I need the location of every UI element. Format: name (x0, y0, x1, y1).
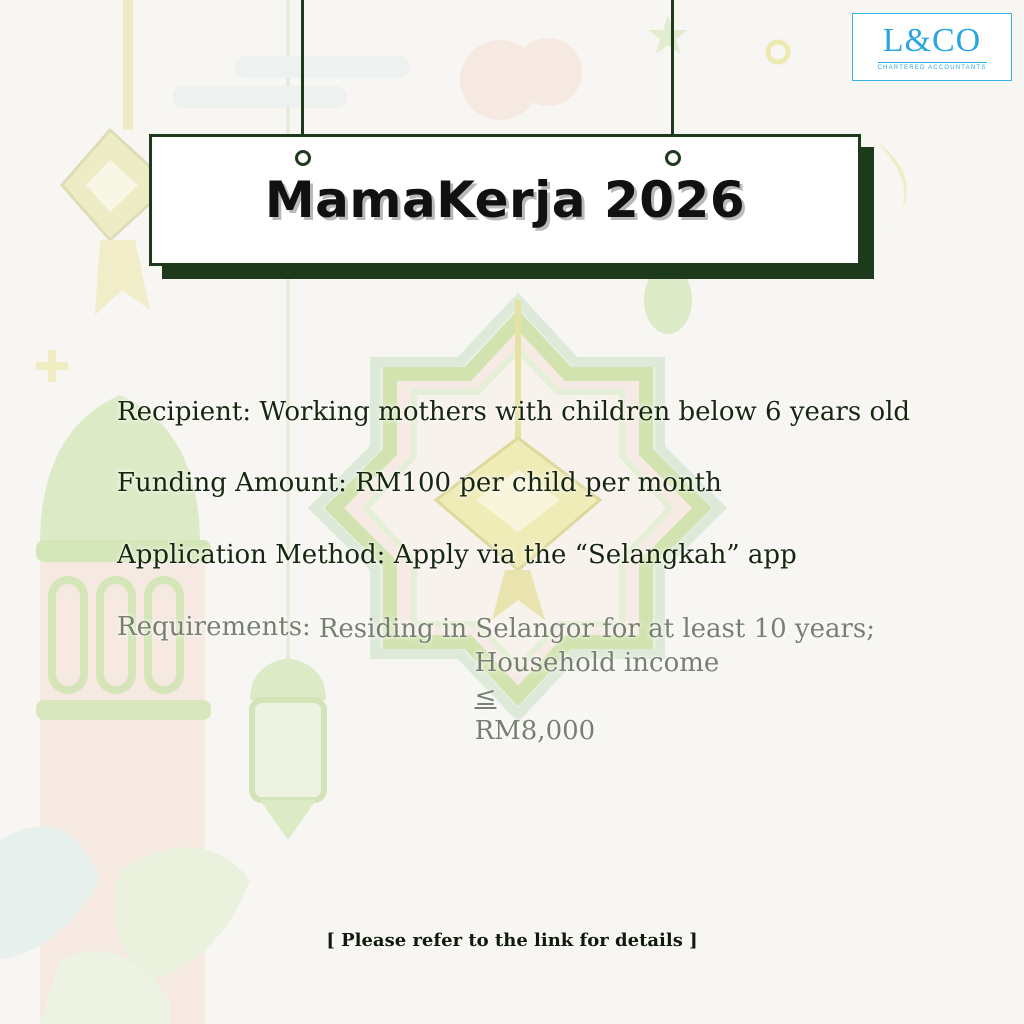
company-logo (852, 13, 1012, 81)
income-threshold: RM8,000 (474, 716, 596, 746)
info-value: Working mothers with children below 6 years old (259, 397, 911, 427)
info-value: RM100 per child per month (355, 468, 722, 498)
info-key: Requirements: (117, 612, 311, 642)
hanging-string-left (301, 0, 304, 152)
info-item-application-method (117, 540, 797, 570)
info-key: Recipient: (117, 397, 252, 427)
info-item-recipient (117, 397, 910, 427)
title-banner (149, 134, 861, 266)
logo-wordmark: L&CO (882, 22, 982, 59)
hook-right (665, 150, 681, 166)
page-title: MamaKerja 2026 (264, 171, 746, 229)
hanging-string-right (671, 0, 674, 152)
info-item-funding-amount (117, 468, 722, 498)
logo-tagline: CHARTERED ACCOUNTANTS (878, 62, 987, 71)
requirement-residency: Residing in Selangor for at least 10 years; (318, 614, 876, 644)
details-note: [ Please refer to the link for details ] (326, 930, 698, 951)
info-value: Apply via the “Selangkah” app (393, 540, 797, 570)
info-key: Funding Amount: (117, 468, 347, 498)
info-key: Application Method: (117, 540, 386, 570)
hook-left (295, 150, 311, 166)
income-label: Household income (474, 648, 720, 678)
less-equal-symbol: ≤ (474, 682, 497, 712)
